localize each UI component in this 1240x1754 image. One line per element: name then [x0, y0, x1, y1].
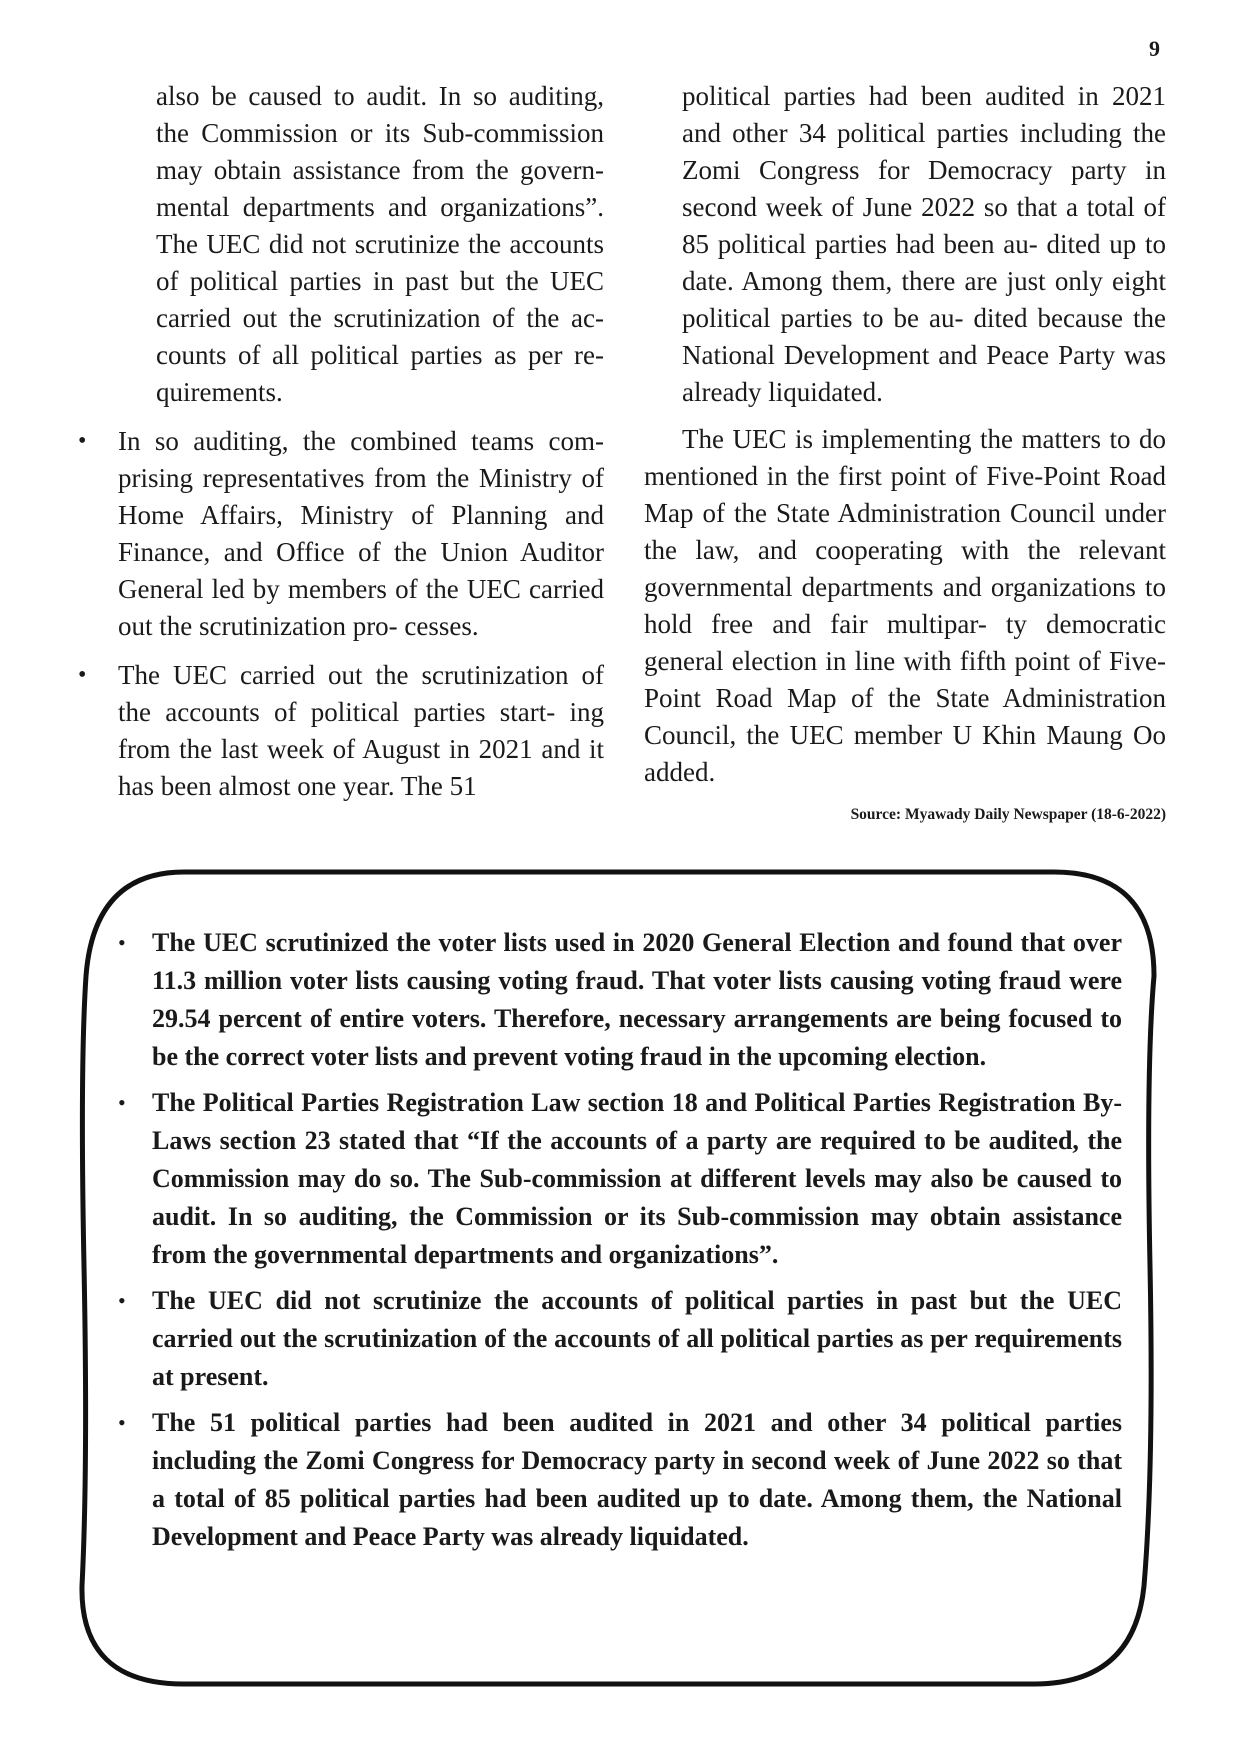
summary-box — [74, 866, 1166, 1692]
list-item — [118, 1282, 1122, 1396]
list-item — [78, 657, 604, 805]
source-citation: Source: Myawady Daily Newspaper (18-6-2022) — [850, 806, 1166, 823]
list-item — [118, 924, 1122, 1076]
list-item-text: The Political Parties Registration Law section 18 and Political Parties Registration By-Laws section 23 stated that “If the accounts of a party are required to be audited, the Commission may do so. The Sub-commission at different levels may also be caused to audit. In so auditing, the Commission or its Sub-commission may obtain assistance from the governmental departments and organizations”. — [152, 1088, 1122, 1269]
right-paragraph: The UEC is implementing the matters to do mentioned in the first point of Five-Point Road Map of the State Administration Council under the law, and cooperating with the relevant governmental departments and organizations to hold free and fair multipar- ty democratic general election in line with fifth point of Five-Point Road Map of the State Administration Council, the UEC member U Khin Maung Oo added. — [644, 424, 1166, 787]
list-item-text: The 51 political parties had been audited in 2021 and other 34 political parties including the Zomi Congress for Democracy party in second week of June 2022 so that a total of 85 political parties had been audited up to date. Among them, the National Development and Peace Party was already liquidated. — [152, 1408, 1122, 1551]
bullet-icon: • — [118, 1410, 126, 1435]
bullet-icon: • — [118, 1090, 126, 1115]
page-number: 9 — [1149, 36, 1160, 61]
list-item — [78, 423, 604, 645]
list-item-text: The UEC carried out the scrutinization of the accounts of political parties start- ing from the last week of August in 2021 and it has been almost one year. The 51 — [118, 660, 604, 801]
left-bullet-list — [78, 423, 604, 805]
bullet-icon: • — [118, 1288, 126, 1313]
list-item-text: The UEC did not scrutinize the accounts of political parties in past but the UEC carried out the scrutinization of the accounts of all political parties as per requirements at present. — [152, 1286, 1122, 1391]
summary-bullet-list — [118, 924, 1122, 1564]
list-item-text: In so auditing, the combined teams com- prising representatives from the Ministry of Home Affairs, Ministry of Planning and Finance, and Office of the Union Auditor General led by members of the UEC carried out the scrutinization pro- cesses. — [118, 426, 604, 641]
bullet-icon: • — [78, 662, 87, 688]
list-item — [118, 1404, 1122, 1556]
left-intro-paragraph: also be caused to audit. In so auditing, the Commission or its Sub-commission may obtain assistance from the govern- mental departments and organizations”. The UEC did not scrutinize the accounts of political parties in past but the UEC carried out the scrutinization of the ac- counts of all political parties as per re- quirements. — [156, 81, 604, 407]
right-column — [644, 78, 1166, 825]
list-item — [118, 1084, 1122, 1274]
bullet-icon: • — [118, 930, 126, 955]
left-column — [78, 78, 604, 817]
list-item-text: The UEC scrutinized the voter lists used in 2020 General Election and found that over 11.3 million voter lists causing voting fraud. That voter lists causing voting fraud were 29.54 percent of entire voters. Therefore, necessary arrangements are being focused to be the correct voter lists and prevent voting fraud in the upcoming election. — [152, 928, 1122, 1071]
bullet-icon: • — [78, 428, 87, 454]
right-continuation-paragraph: political parties had been audited in 2021 and other 34 political parties including the Zomi Congress for Democracy party in second week of June 2022 so that a total of 85 political parties had been au- dited up to date. Among them, there are just only eight political parties to be au- dited because the National Development and Peace Party was already liquidated. — [682, 81, 1166, 407]
